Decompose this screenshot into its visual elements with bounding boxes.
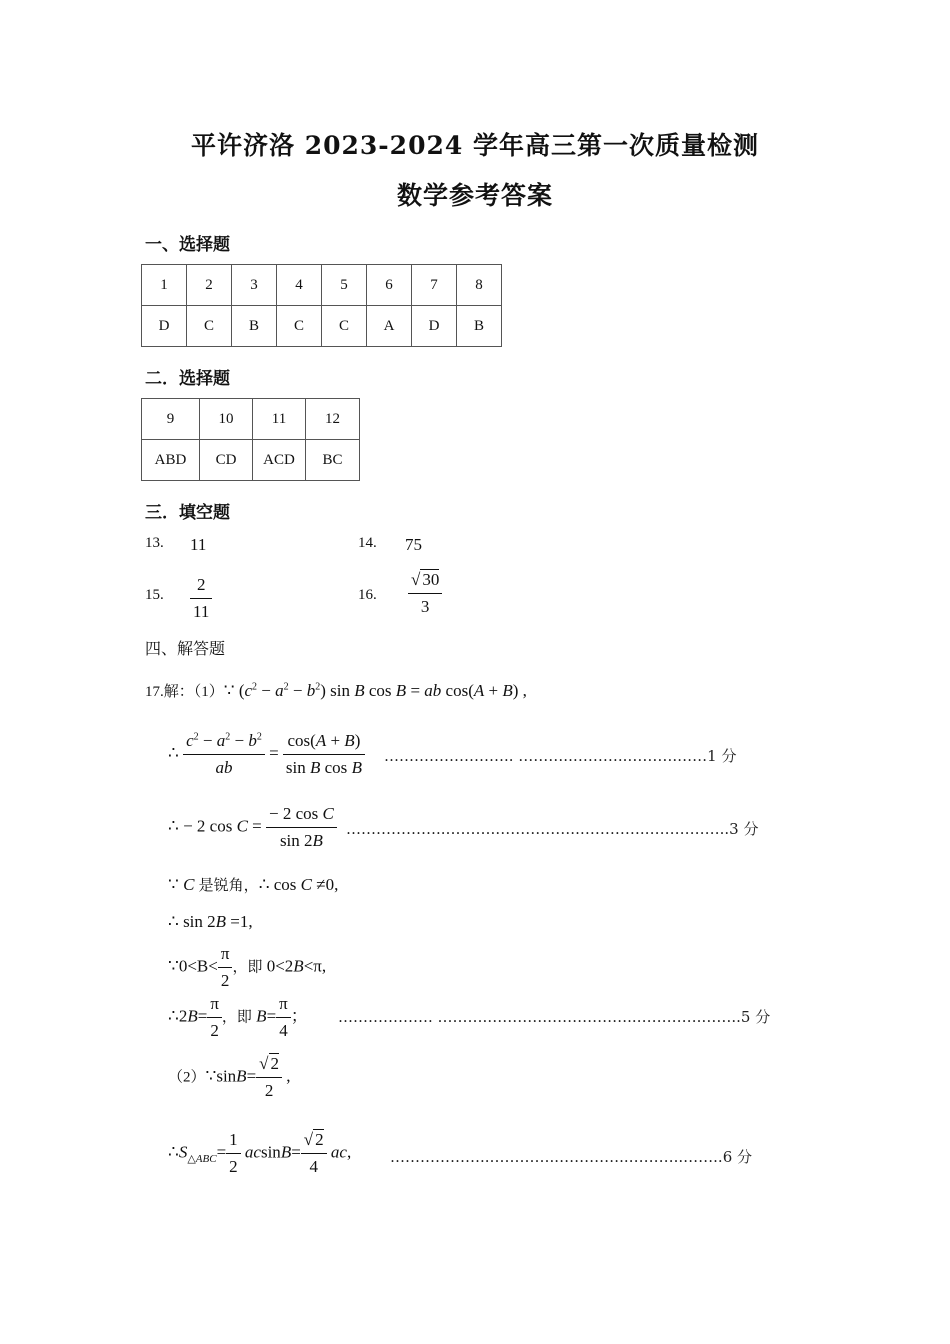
section-heading-fill-blank: 三．填空题 <box>145 503 230 523</box>
q15-number: 15. <box>145 587 164 603</box>
score-3: 3 分 <box>729 820 759 838</box>
table-cell: 3 <box>232 265 277 306</box>
q13-answer: 11 <box>190 535 207 554</box>
q17-step1-score: …………………….. ………..………..……….……1 分 <box>384 747 737 765</box>
table-cell: 2 <box>187 265 232 306</box>
table-cell: 8 <box>457 265 502 306</box>
q13-number: 13. <box>145 535 164 551</box>
q17-sin2b: ∴ sin 2B =1, <box>168 912 253 931</box>
table-cell: C <box>187 306 232 347</box>
score-1: 1 分 <box>707 747 737 765</box>
table-cell: 9 <box>142 399 200 440</box>
q16-radicand: 30 <box>422 570 440 589</box>
q17-step1: ∴ $\frac{c^2 - a^2 - b^2}{ab}$ = $\frac{\cos(A + B)}{\text{sin B cos B}}$ <box>168 731 365 778</box>
text-ji-2: ，即 <box>221 1009 252 1026</box>
q15-numerator: 2 <box>190 575 212 599</box>
score-5: 5 分 <box>740 1008 771 1026</box>
table-cell: 1 <box>142 265 187 306</box>
q16-number: 16. <box>358 587 377 603</box>
table-cell: ABD <box>142 440 200 481</box>
table-cell: D <box>142 306 187 347</box>
table-row <box>142 440 360 481</box>
section-heading-choice: 一、选择题 <box>145 235 230 255</box>
page-subtitle: 数学参考答案 <box>396 181 553 210</box>
section-heading-solutions: 四、解答题 <box>145 639 226 658</box>
section-heading-multi-choice: 二．选择题 <box>145 369 230 389</box>
q14-number: 14. <box>358 535 377 551</box>
q17-result-b: ∴2B= $\frac{\pi}{2}$ ，即 B= $\frac{\pi}{4}$ ； <box>168 994 308 1040</box>
table-cell: A <box>367 306 412 347</box>
table-cell: ACD <box>253 440 306 481</box>
table-row <box>142 265 502 306</box>
table-cell: B <box>232 306 277 347</box>
table-cell: CD <box>200 440 253 481</box>
table-cell: D <box>412 306 457 347</box>
table-cell: 5 <box>322 265 367 306</box>
table-cell: 12 <box>306 399 360 440</box>
q15-answer <box>190 575 212 622</box>
text-ji-1: ，即 <box>232 959 263 976</box>
q14-answer: 75 <box>405 535 422 554</box>
multi-choice-answer-table <box>141 398 360 481</box>
table-cell: 4 <box>277 265 322 306</box>
table-row <box>142 399 360 440</box>
q15-denominator: 11 <box>193 602 210 621</box>
q17-step3-score: ………………..……….……………..………….……………..3 分 <box>346 820 759 838</box>
q17-step3: ∴ − 2 cos C = $\frac{\text{− 2 cos C}}{\sin 2B}$ <box>168 804 337 851</box>
score-6: 6 分 <box>722 1148 752 1166</box>
q17-given: 17.解：（1）∵ $(c^2 - a^2 - b^2)$ sin B cos B = ab cos(A + B) , <box>145 681 527 700</box>
page-title: 平许济洛 2023-2024 学年高三第一次质量检测 <box>191 131 759 160</box>
table-cell: B <box>457 306 502 347</box>
q17-step6-score: ………………..…………..…………..………..……..6 分 <box>390 1148 752 1166</box>
q17-step5-score: ………………. ……….………….……………..………….……..5 分 <box>338 1008 771 1026</box>
q17-acute: ∵ C 是锐角，∴ cos C ≠0, <box>168 875 339 894</box>
part2-label: （2） <box>168 1069 206 1086</box>
table-cell: 7 <box>412 265 457 306</box>
q16-denominator: 3 <box>420 597 430 616</box>
choice-answer-table <box>141 264 502 347</box>
text-acute: 是锐角， <box>198 878 259 894</box>
q17-range: ∵0<B< $\frac{\pi}{2}$ ，即 0<2B<π, <box>168 944 327 990</box>
table-cell: 10 <box>200 399 253 440</box>
q16-answer: $\frac{√ 30}{3}$ <box>408 570 442 617</box>
table-cell: C <box>277 306 322 347</box>
table-cell: 11 <box>253 399 306 440</box>
q17-label: 17.解：（1） <box>145 684 224 700</box>
table-cell: 6 <box>367 265 412 306</box>
q17-area: $\therefore S_{\triangle ABC}=$ $\frac{1}{2}$ acsinB= $\frac{√ 2}{4}$ ac, <box>168 1130 352 1176</box>
q17-part2: （2）∵sinB= $\frac{√ 2}{2}$ , <box>168 1054 291 1100</box>
table-row <box>142 306 502 347</box>
table-cell: C <box>322 306 367 347</box>
table-cell: BC <box>306 440 360 481</box>
